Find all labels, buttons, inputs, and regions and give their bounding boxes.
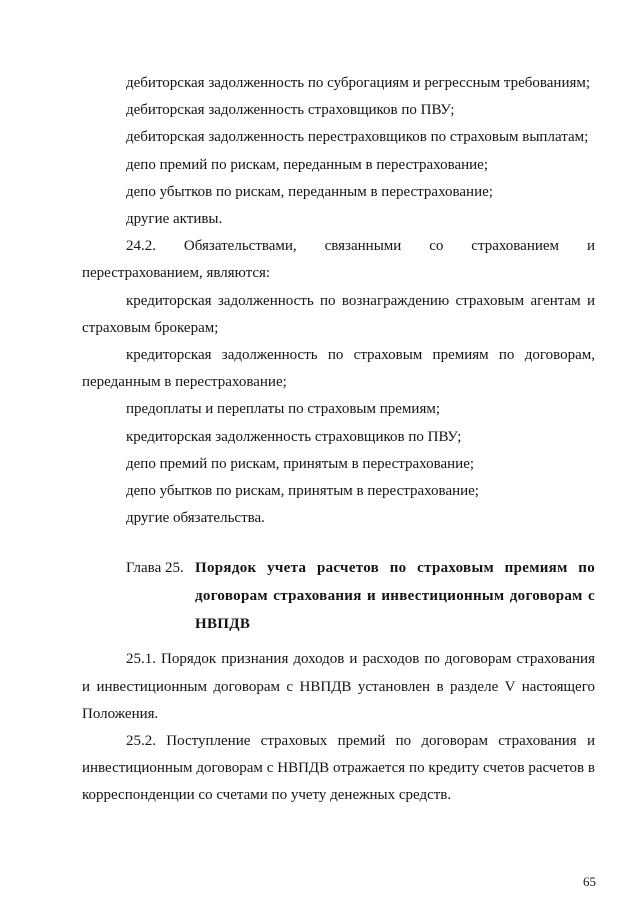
spacer	[82, 532, 595, 554]
chapter-title: Порядок учета расчетов по страховым премиям по договорам страхования и инвестиционным договорам с НВПДВ	[195, 560, 595, 633]
paragraph: другие активы.	[126, 211, 223, 228]
paragraph: кредиторская задолженность страховщиков по ПВУ;	[126, 428, 462, 445]
body-text	[82, 70, 595, 810]
chapter-heading	[82, 554, 595, 638]
paragraph: дебиторская задолженность страховщиков по ПВУ;	[126, 102, 455, 119]
paragraph: другие обязательства.	[126, 510, 265, 527]
paragraph: 25.2. Поступление страховых премий по договорам страхования и инвестиционным договорам с НВПДВ отражается по кредиту счетов расчетов в корреспонденции со счетами по учету денежных средств.	[82, 733, 595, 804]
paragraph: депо убытков по рискам, переданным в перестрахование;	[126, 183, 493, 200]
paragraph: кредиторская задолженность по вознаграждению страховым агентам и страховым брокерам;	[82, 292, 595, 336]
page-number: 65	[583, 874, 596, 889]
paragraph: 24.2. Обязательствами, связанными со страхованием и перестрахованием, являются:	[82, 238, 595, 282]
paragraph: 25.1. Порядок признания доходов и расходов по договорам страхования и инвестиционным договорам с НВПДВ установлен в разделе V настоящего Положения.	[82, 651, 595, 722]
paragraph: депо премий по рискам, принятым в перестрахование;	[126, 455, 475, 472]
paragraph: дебиторская задолженность перестраховщиков по страховым выплатам;	[126, 129, 589, 146]
paragraph: кредиторская задолженность по страховым премиям по договорам, переданным в перестрахование;	[82, 347, 595, 391]
chapter-label: Глава 25.	[126, 560, 184, 577]
paragraph: дебиторская задолженность по суброгациям и регрессным требованиям;	[126, 75, 591, 91]
paragraph: предоплаты и переплаты по страховым премиям;	[126, 401, 440, 418]
paragraph: депо убытков по рискам, принятым в перестрахование;	[126, 483, 479, 500]
paragraph: депо премий по рискам, переданным в перестрахование;	[126, 156, 488, 173]
spacer	[82, 638, 595, 646]
